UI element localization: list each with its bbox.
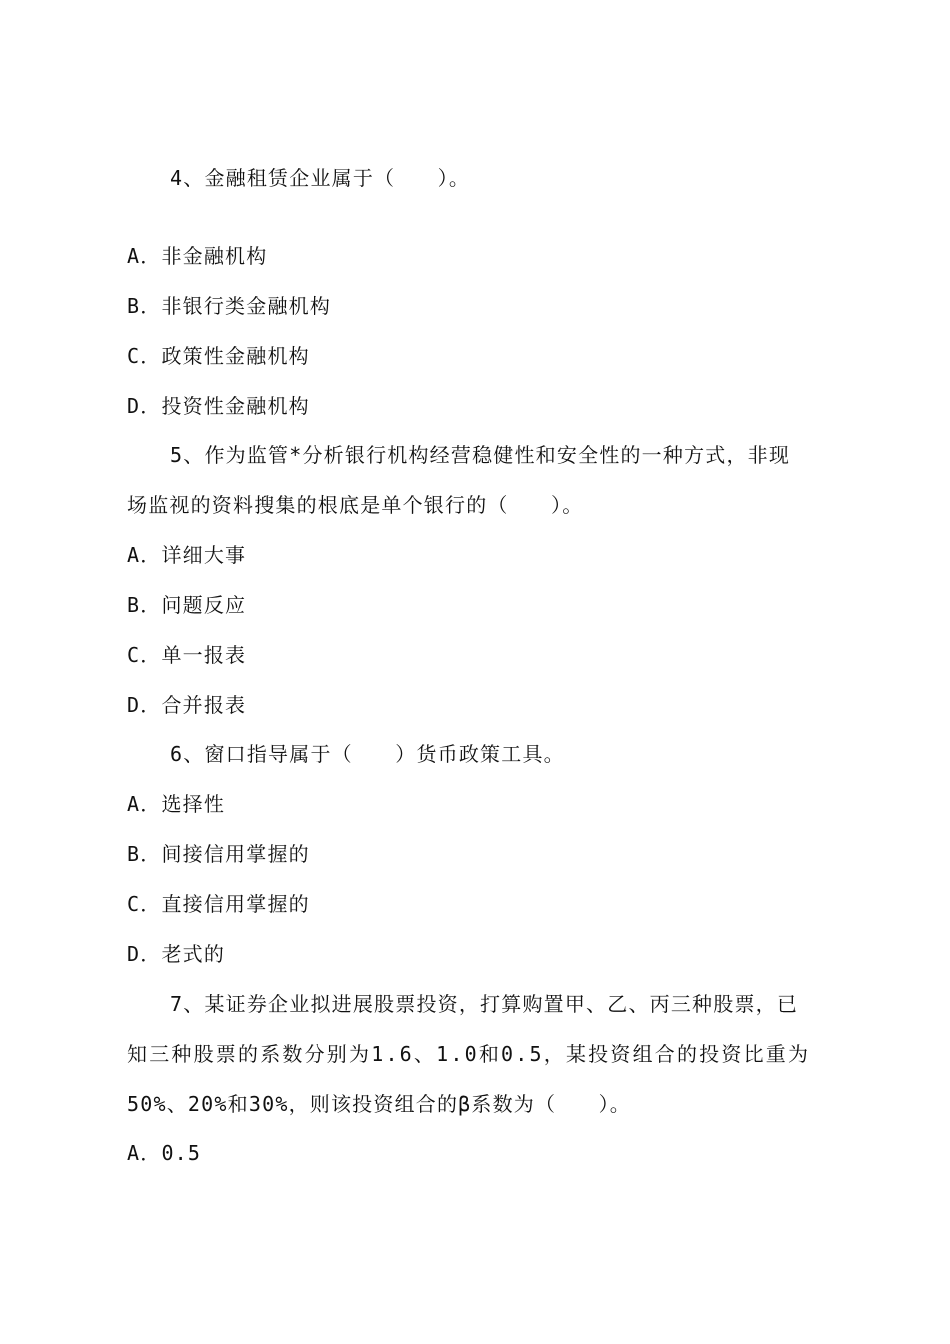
question-6-option-a: A．选择性 [127,792,226,816]
question-6-stem: 6、窗口指导属于（ ）货币政策工具。 [170,742,565,766]
question-7-stem-line-1: 7、某证券企业拟进展股票投资，打算购置甲、乙、丙三种股票，已 [170,992,799,1016]
question-4-option-d: D．投资性金融机构 [127,394,310,418]
question-7-stem-line-2: 知三种股票的系数分别为1.6、1.0和0.5，某投资组合的投资比重为 [127,1042,811,1066]
question-7-stem-line-3: 50%、20%和30%，则该投资组合的β系数为（ ）。 [127,1092,632,1116]
question-6-option-c: C．直接信用掌握的 [127,892,310,916]
question-6-option-b: B．间接信用掌握的 [127,842,310,866]
question-4-option-a: A．非金融机构 [127,244,268,268]
question-5-option-c: C．单一报表 [127,643,247,667]
question-4-option-c: C．政策性金融机构 [127,344,310,368]
question-7-option-a: A．0.5 [127,1141,202,1165]
question-6-option-d: D．老式的 [127,942,226,966]
question-5-option-d: D．合并报表 [127,693,247,717]
question-5-option-b: B．问题反应 [127,593,247,617]
question-5-stem-line-1: 5、作为监管*分析银行机构经营稳健性和安全性的一种方式，非现 [170,443,791,467]
question-4-stem: 4、金融租赁企业属于（ ）。 [170,166,471,190]
question-5-option-a: A．详细大事 [127,543,247,567]
question-4-option-b: B．非银行类金融机构 [127,294,332,318]
question-5-stem-line-2: 场监视的资料搜集的根底是单个银行的（ ）。 [127,493,584,517]
